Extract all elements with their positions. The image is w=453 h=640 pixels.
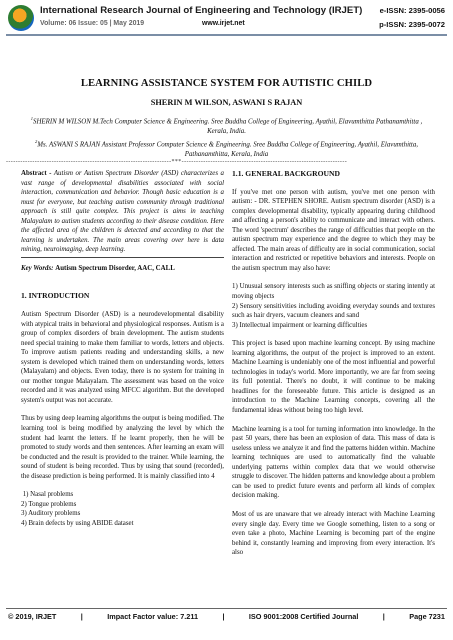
journal-title: International Research Journal of Engineering and Technology (IRJET) — [40, 5, 363, 16]
footer-separator: | — [382, 612, 385, 621]
general-background-heading: 1.1. GENERAL BACKGROUND — [232, 169, 341, 178]
keywords-label: Key Words: — [21, 264, 54, 272]
background-paragraph-4: Machine learning is a tool for turning information into knowledge. In the past 50 years, there has been an explosion of data. This mass of data is useless unless we analyze it and find the patterns hidden within. Machine learning techniques are used to automatically find the valuable underlying patterns within complex data that we would otherwise struggle to discover. The hidden patterns and knowledge about a problem can be used to predict future events and perform all kinds of complex decision making. — [232, 425, 435, 500]
e-issn: e-ISSN: 2395-0056 — [379, 6, 445, 15]
page-footer — [6, 612, 447, 621]
keywords-text: Autism Spectrum Disorder, AAC, CALL — [55, 264, 175, 272]
journal-website: www.irjet.net — [202, 20, 245, 27]
iso-certification: ISO 9001:2008 Certified Journal — [248, 612, 359, 621]
footer-divider — [6, 608, 447, 609]
abstract-divider — [21, 257, 224, 258]
symptom-list — [232, 282, 435, 330]
background-paragraph-5: Most of us are unaware that we already interact with Machine Learning every single day. Every time we Google something, listen to a song or even take a photo, Machine Learning is becoming part of the engine behind it, constantly learning and improving from every interaction. It's also — [232, 510, 435, 557]
p-issn: p-ISSN: 2395-0072 — [379, 20, 445, 29]
affiliation-2-text: Ms. ASWANI S RAJAN Assistant Professor Computer Science & Engineering. Sree Buddha College of Engineering, Ayathil, Elavumthitta, Pathanamthitta, Kerala, India — [37, 141, 419, 158]
problem-list — [21, 490, 224, 528]
affiliation-2-mark: 2 — [34, 139, 38, 144]
introduction-paragraph-1: Autism Spectrum Disorder (ASD) is a neurodevelopmental disability with atypical traits in behavioral and physiological responses. Autism is a group of complex disorders of brain development. The autism students need special training to make them familiar to words, letters and objects. To improve autism patients reading and understanding skills, a new system is developed which trained them on understanding words, letters (Malayalam) and objects. Even today, there is no system for training in our mother tongue Malayalam. The assessment was based on the voice recorded and it was analyzed using MFCC algorithm. But the developed system's output was not accurate. — [21, 311, 224, 404]
background-paragraph-3: This project is based upon machine learning concept. By using machine learning algorithms, the output of the project is improved to an extent. Machine Learning is undeniably one of the most influential and powerful technologies in today's world. More importantly, we are far from seeing its full potential. There's no doubt, it will continue to be making headlines for the foreseeable future. This article is designed as an introduction to the Machine Learning concepts, covering all the fundamental ideas without being too high level. — [232, 340, 435, 415]
list-item: 3) Intellectual impairment or learning difficulties — [232, 321, 368, 329]
affiliation-1-text: SHERIN M WILSON M.Tech Computer Science & Engineering. Sree Buddha College of Engineering, Ayathil, Elavumthitta Pathanamthitta , Kerala, India. — [33, 118, 423, 135]
left-column — [21, 169, 224, 529]
abstract — [21, 169, 224, 255]
impact-factor: Impact Factor value: 7.211 — [107, 612, 199, 621]
journal-header — [6, 4, 447, 34]
irjet-logo-icon — [8, 5, 34, 31]
list-item: 2) Sensory sensitivities including avoiding everyday sounds and textures such as hair dryers, vacuum cleaners and sand — [232, 302, 435, 320]
introduction-heading: 1. INTRODUCTION — [21, 291, 90, 301]
header-divider — [6, 34, 447, 36]
paper-authors: SHERIN M WILSON, ASWANI S RAJAN — [150, 98, 303, 107]
list-item: 2) Tongue problems — [21, 500, 77, 508]
right-column — [232, 169, 435, 567]
abstract-label: Abstract - — [21, 170, 52, 177]
page-number: Page 7231 — [409, 612, 445, 621]
abstract-text: Autism or Autism Spectrum Disorder (ASD) characterizes a vast range of developmental disabilities associated with social interaction, communication and behavior. Though basic education is a must for everyone, but teaching autism community through traditional approach is still quite complex. This project is aims in teaching Malayalam to autism students according to their disease condition. Here the affected area of the children is detected and according to that the learning is undertaken. The main areas covering over here is data mining, neuroimaging, deep learning. — [21, 170, 224, 254]
footer-separator: | — [222, 612, 225, 621]
list-item: 1) Nasal problems — [21, 491, 74, 499]
paper-title: LEARNING ASSISTANCE SYSTEM FOR AUTISTIC CHILD — [80, 78, 373, 89]
list-item: 3) Auditory problems — [21, 510, 81, 518]
keywords — [21, 264, 224, 274]
volume-issue: Volume: 06 Issue: 05 | May 2019 — [40, 20, 145, 27]
introduction-paragraph-2: Thus by using deep learning algorithms the output is being modified. The learning tool is being modified by analyzing the level by which the student had learnt the letters. If he learnt properly, then he will be promoted to study words and then sentences. After learning an exam will be conducted and the result is provided to the trainer. While learning, the sound of student is being recorded. Thus by using that sound (recorded), the disease prediction is being performed. It is mainly classified into 4 — [21, 415, 224, 480]
section-divider: ---------------------------------------------------------------------***--------------------------------------------------------------------- — [6, 159, 348, 165]
affiliation-1 — [30, 114, 423, 136]
copyright: © 2019, IRJET — [8, 612, 57, 621]
list-item: 1) Unusual sensory interests such as sniffing objects or staring intently at moving objects — [232, 283, 435, 301]
background-paragraph-1: If you've met one person with autism, you've met one person with autism: - DR. STEPHEN SHORE. Autism spectrum disorder (ASD) is a complex developmental disability, typically appearing during childhood and affecting a person's ability to communicate and interact with others. The word 'spectrum' describes the range of difficulties that people on the autism spectrum may experience and the degree to which they may be affected. The main areas of difficulty are in social communication, social interaction and restricted or repetitive behaviors and interests. People on the autism spectrum may also have: — [232, 188, 435, 272]
affiliation-2 — [30, 137, 423, 159]
list-item: 4) Brain defects by using ABIDE dataset — [21, 519, 134, 527]
affiliation-1-mark: 1 — [30, 116, 34, 121]
footer-separator: | — [80, 612, 83, 621]
